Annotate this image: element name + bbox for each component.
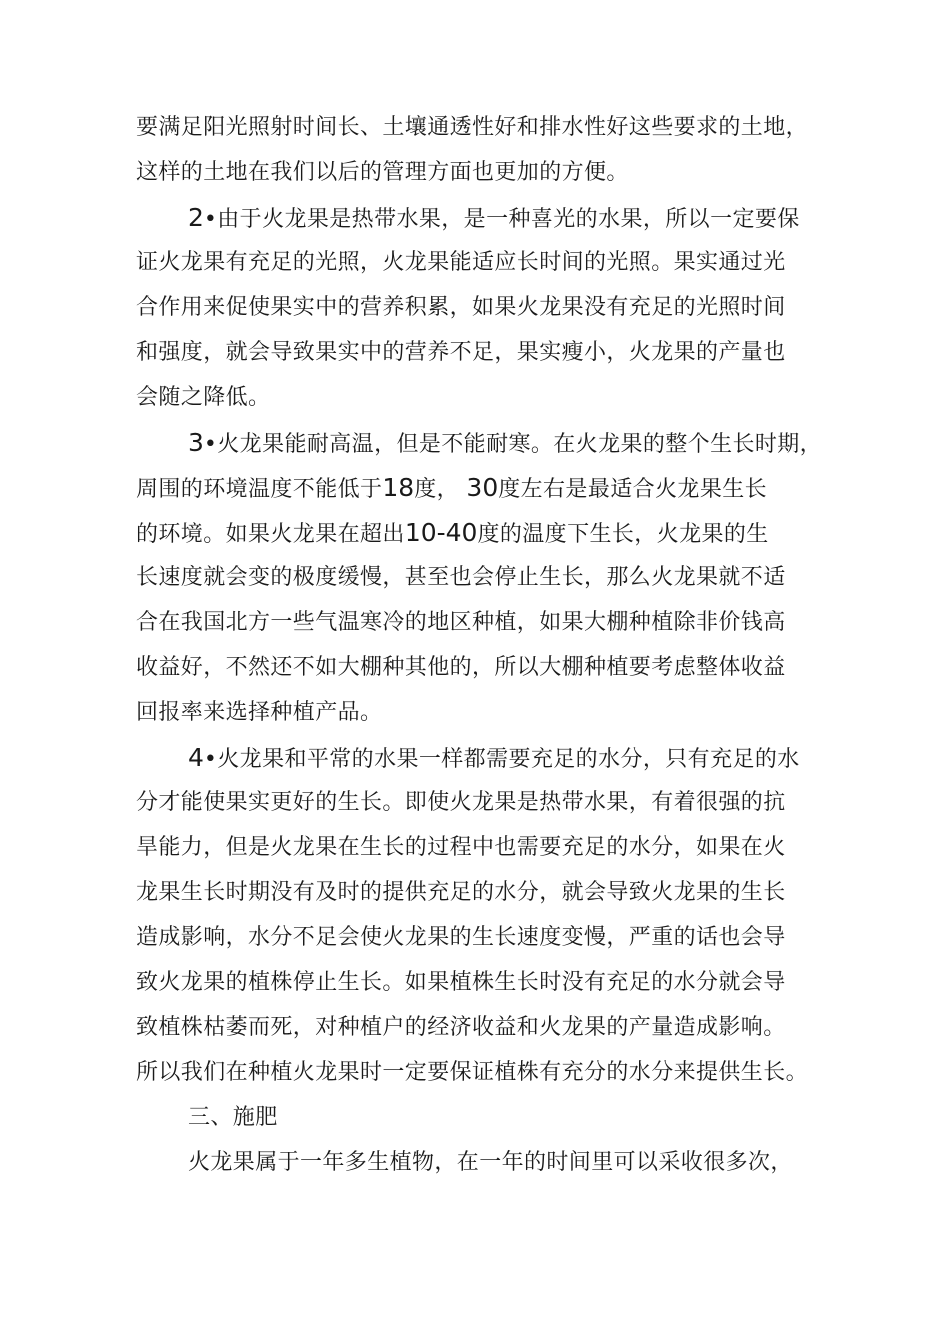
text-line: 收益好，不然还不如大棚种其他的，所以大棚种植要考虑整体收益: [136, 655, 786, 680]
section-heading: 三、施肥: [188, 1105, 278, 1130]
text-line: 致植株枯萎而死，对种植户的经济收益和火龙果的产量造成影响。: [136, 1015, 786, 1040]
text-line: 证火龙果有充足的光照，火龙果能适应长时间的光照。果实通过光: [136, 250, 786, 275]
text-line: 长速度就会变的极度缓慢，甚至也会停止生长，那么火龙果就不适: [136, 565, 786, 590]
text-line: 分才能使果实更好的生长。即使火龙果是热带水果，有着很强的抗: [136, 790, 786, 815]
text-line: 会随之降低。: [136, 385, 271, 410]
text-line: 这样的土地在我们以后的管理方面也更加的方便。: [136, 160, 629, 185]
text-line: 致火龙果的植株停止生长。如果植株生长时没有充足的水分就会导: [136, 970, 786, 995]
text-line: 2•由于火龙果是热带水果，是一种喜光的水果，所以一定要保: [188, 203, 800, 232]
text-line: 合在我国北方一些气温寒冷的地区种植，如果大棚种植除非价钱高: [136, 610, 786, 635]
text-line: 合作用来促使果实中的营养积累，如果火龙果没有充足的光照时间: [136, 295, 786, 320]
text-line: 3•火龙果能耐高温，但是不能耐寒。在火龙果的整个生长时期，: [188, 428, 823, 457]
text-line: 旱能力，但是火龙果在生长的过程中也需要充足的水分，如果在火: [136, 835, 786, 860]
text-line: 龙果生长时期没有及时的提供充足的水分，就会导致火龙果的生长: [136, 880, 786, 905]
text-line: 所以我们在种植火龙果时一定要保证植株有充分的水分来提供生长。: [136, 1060, 809, 1085]
text-line: 火龙果属于一年多生植物，在一年的时间里可以采收很多次，: [188, 1150, 793, 1175]
text-line: 4•火龙果和平常的水果一样都需要充足的水分，只有充足的水: [188, 743, 800, 772]
text-line: 要满足阳光照射时间长、土壤通透性好和排水性好这些要求的土地，: [136, 115, 809, 140]
text-line: 回报率来选择种植产品。: [136, 700, 383, 725]
text-line: 造成影响，水分不足会使火龙果的生长速度变慢，严重的话也会导: [136, 925, 786, 950]
text-line: 的环境。如果火龙果在超出10-40度的温度下生长，火龙果的生: [136, 518, 769, 547]
text-line: 周围的环境温度不能低于18度， 30度左右是最适合火龙果生长: [136, 473, 768, 502]
text-line: 和强度，就会导致果实中的营养不足，果实瘦小，火龙果的产量也: [136, 340, 786, 365]
